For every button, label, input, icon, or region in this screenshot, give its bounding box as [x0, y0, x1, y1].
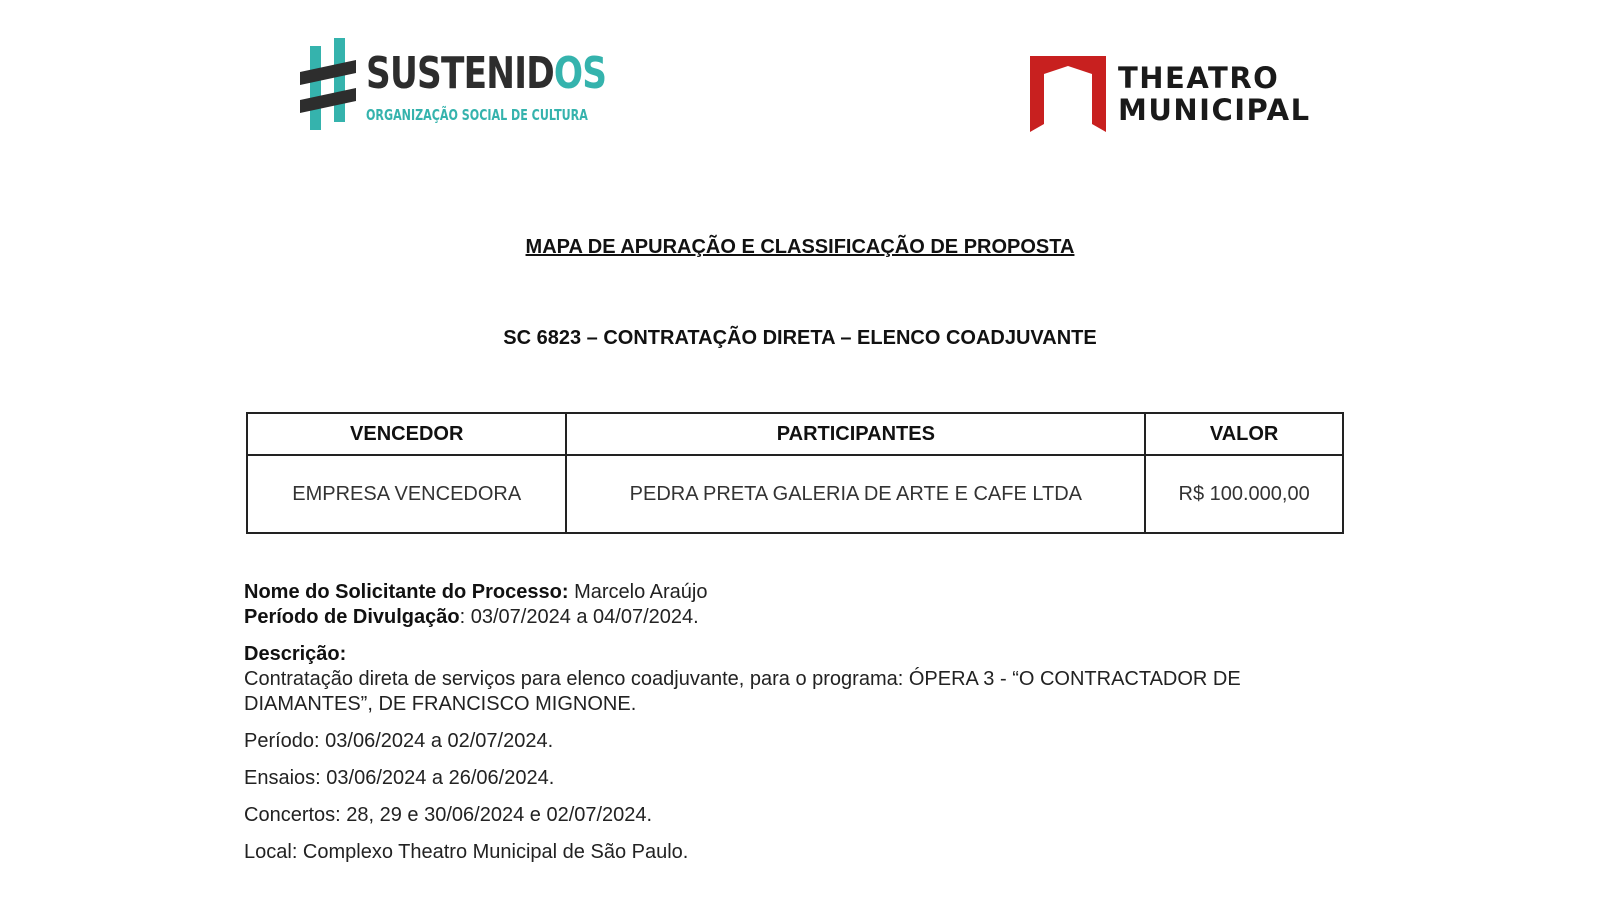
- process-details: [244, 580, 1241, 865]
- header-vencedor: VENCEDOR: [247, 413, 566, 455]
- sustenidos-tagline: ORGANIZAÇÃO SOCIAL DE CULTURA: [366, 106, 588, 124]
- sustenidos-wordmark: [366, 48, 606, 99]
- document-title: MAPA DE APURAÇÃO E CLASSIFICAÇÃO DE PROPOSTA: [525, 236, 1075, 258]
- ensaios-line: Ensaios: 03/06/2024 a 26/06/2024.: [244, 767, 555, 789]
- descricao-label: [244, 642, 1241, 667]
- solicitante-value: Marcelo Araújo: [568, 581, 708, 603]
- theatre-arch-icon: [1030, 56, 1106, 132]
- table-row: [247, 455, 1343, 533]
- document-subtitle: SC 6823 – CONTRATAÇÃO DIRETA – ELENCO COADJUVANTE: [503, 327, 1097, 349]
- hash-logo-icon: [300, 38, 360, 130]
- descricao-label-text: Descrição:: [244, 643, 347, 665]
- brand-accent: OS: [553, 48, 607, 99]
- divulgacao-label: Período de Divulgação: [244, 606, 460, 628]
- brand-main: SUSTENID: [366, 48, 554, 99]
- sustenidos-logo: [300, 38, 607, 130]
- solicitante-line: [244, 580, 1241, 605]
- cell-valor: R$ 100.000,00: [1145, 455, 1343, 533]
- descricao-line2: DIAMANTES”, DE FRANCISCO MIGNONE.: [244, 693, 637, 715]
- cell-participantes: PEDRA PRETA GALERIA DE ARTE E CAFE LTDA: [566, 455, 1145, 533]
- local-line: Local: Complexo Theatro Municipal de São Paulo.: [244, 841, 689, 863]
- table-header-row: [247, 413, 1343, 455]
- divulgacao-value: : 03/07/2024 a 04/07/2024.: [459, 606, 699, 628]
- wordmark-line2: MUNICIPAL: [1118, 93, 1311, 127]
- solicitante-label: Nome do Solicitante do Processo:: [244, 581, 569, 603]
- concertos-line: Concertos: 28, 29 e 30/06/2024 e 02/07/2024.: [244, 804, 653, 826]
- divulgacao-line: [244, 605, 1241, 630]
- header-participantes: PARTICIPANTES: [566, 413, 1145, 455]
- descricao-line1: Contratação direta de serviços para elenco coadjuvante, para o programa: ÓPERA 3 - “O CONTRACTADOR DE: [244, 668, 1241, 690]
- cell-vencedor: EMPRESA VENCEDORA: [247, 455, 566, 533]
- header-valor: VALOR: [1145, 413, 1343, 455]
- periodo-line: Período: 03/06/2024 a 02/07/2024.: [244, 730, 554, 752]
- results-table: [246, 412, 1344, 534]
- wordmark-line1: THEATRO: [1118, 61, 1280, 95]
- theatro-municipal-logo: [1030, 56, 1330, 136]
- theatro-municipal-wordmark: [1118, 62, 1311, 126]
